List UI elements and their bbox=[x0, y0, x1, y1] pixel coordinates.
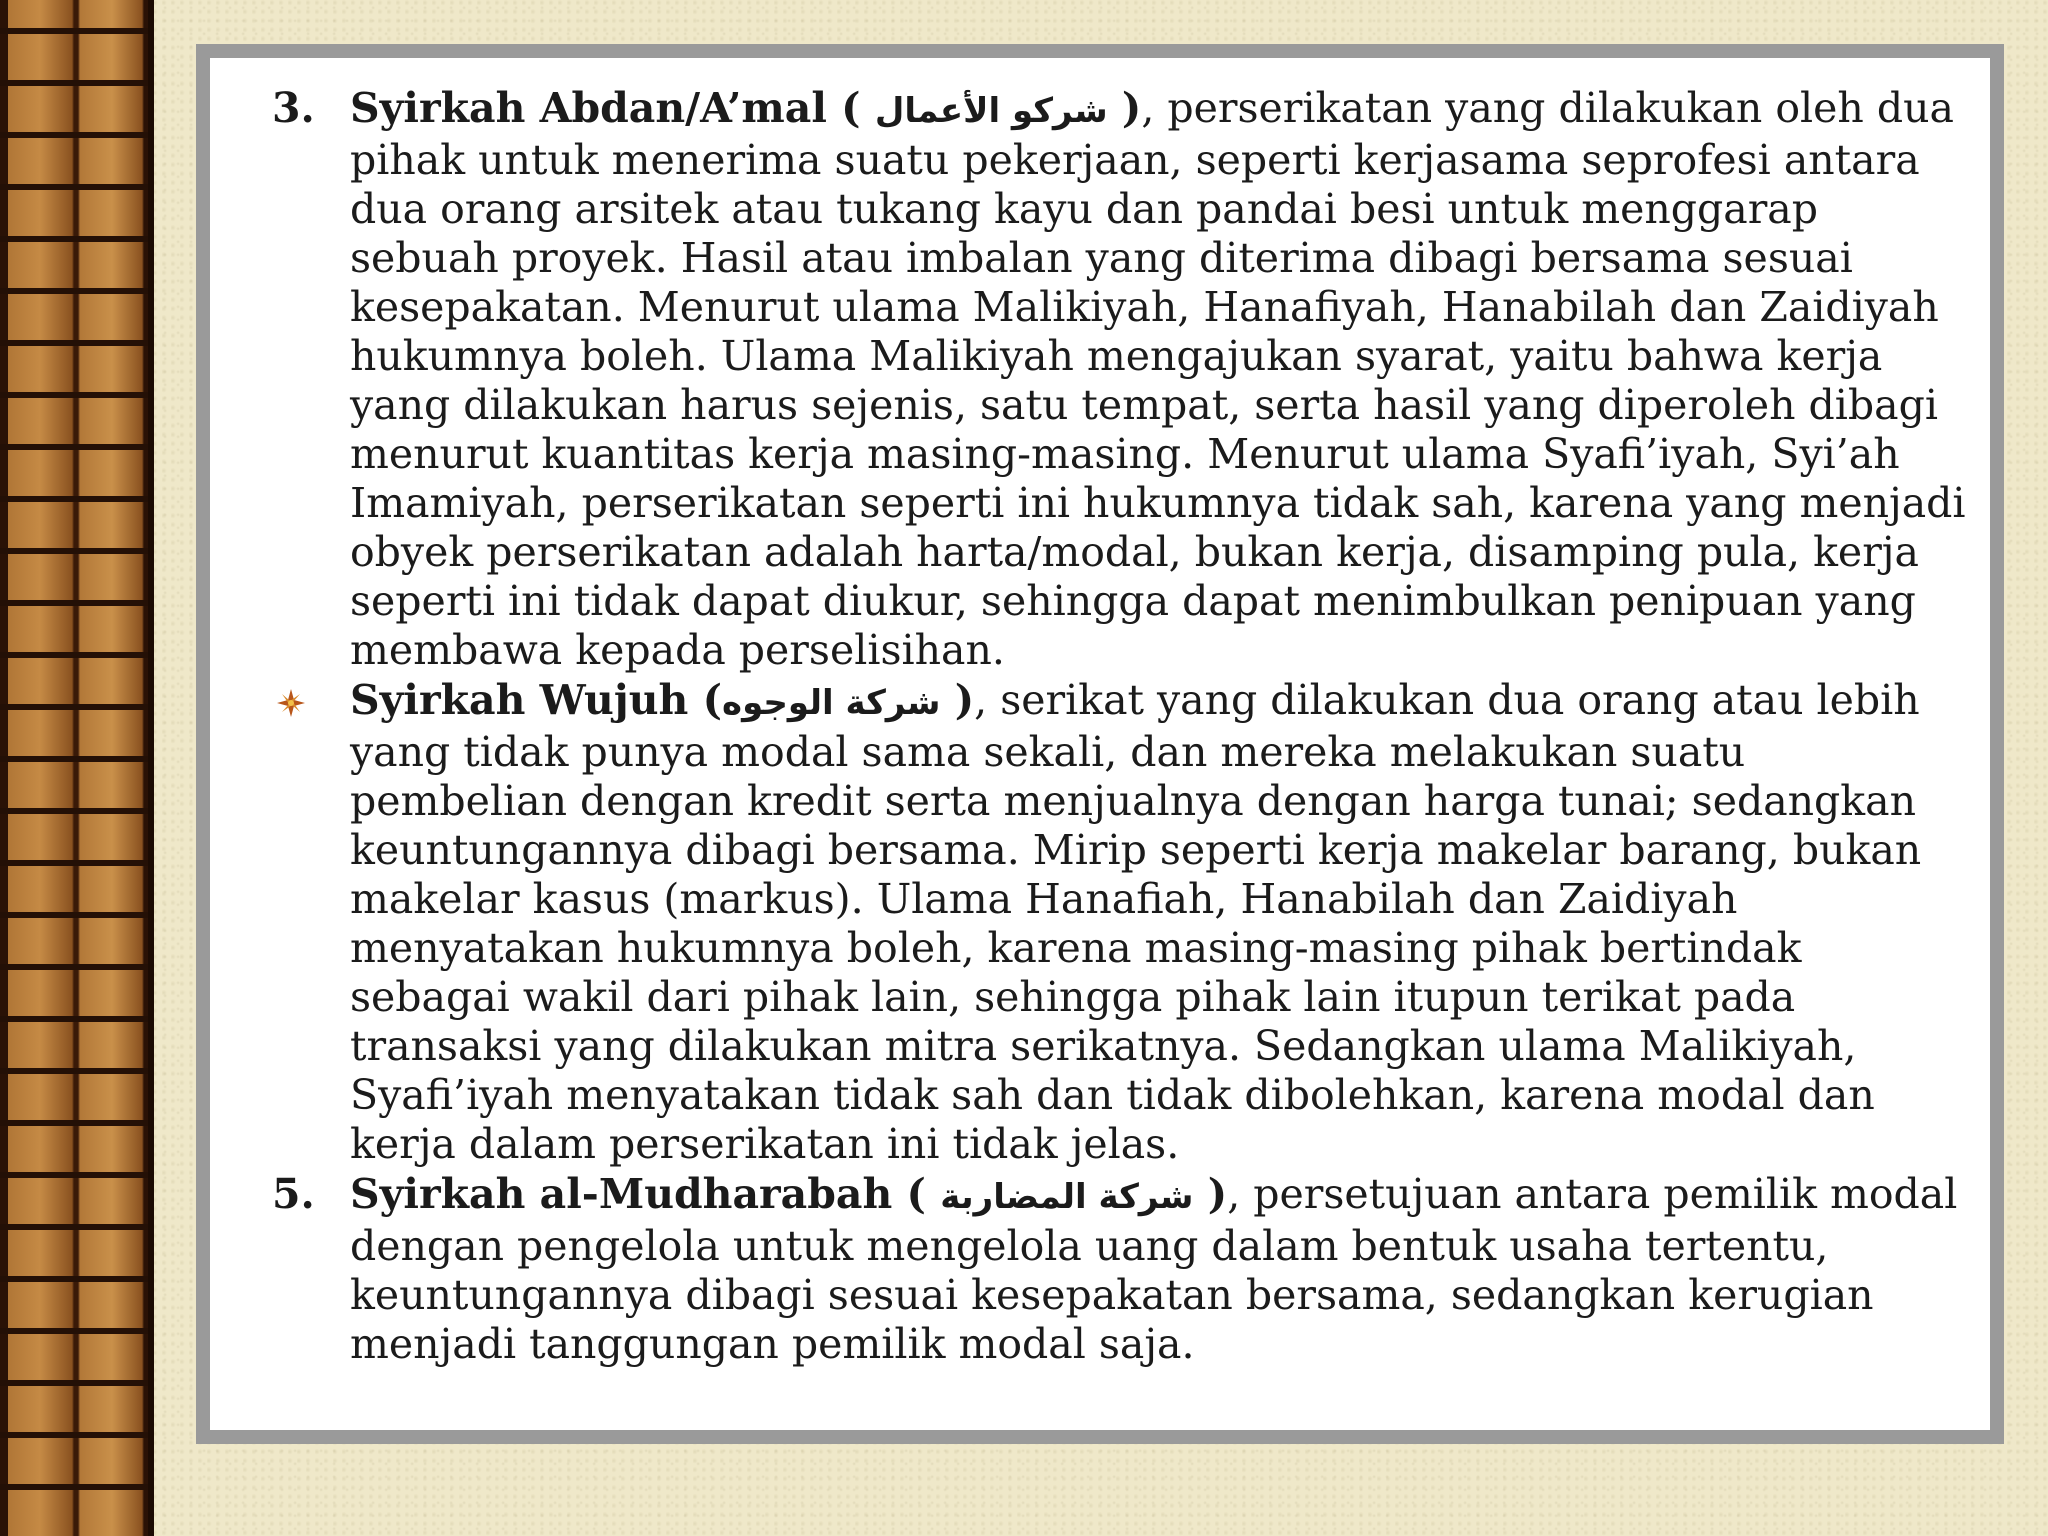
item-paragraph bbox=[350, 84, 1972, 675]
item-text: , perserikatan yang dilakukan oleh dua pihak untuk menerima suatu pekerjaan, seperti kerjasama seprofesi antara dua orang arsitek atau tukang kayu dan pandai besi untuk menggarap sebuah proyek. Hasil atau imbalan yang diterima dibagi bersama sesuai kesepakatan. Menurut ulama Malikiyah, Hanafiyah, Hanabilah dan Zaidiyah hukumnya boleh. Ulama Malikiyah mengajukan syarat, yaitu bahwa kerja yang dilakukan harus sejenis, satu tempat, serta hasil yang diperoleh dibagi menurut kuantitas kerja masing-masing. Menurut ulama Syafi’iyah, Syi’ah Imamiyah, perserikatan seperti ini hukumnya tidak sah, karena yang menjadi obyek perserikatan adalah harta/modal, bukan kerja, disamping pula, kerja seperti ini tidak dapat diukur, sehingga dapat menimbulkan penipuan yang membawa kepada perselisihan. bbox=[350, 84, 1966, 674]
item-title: Syirkah Abdan/A’mal bbox=[350, 84, 827, 132]
item-text: , persetujuan antara pemilik modal dengan pengelola untuk mengelola uang dalam bentuk usaha tertentu, keuntungannya dibagi sesuai kesepakatan bersama, sedangkan kerugian menjadi tanggungan pemilik modal saja. bbox=[350, 1170, 1958, 1368]
list-item bbox=[272, 676, 1972, 1169]
arabic-term: شركة الوجوه bbox=[722, 683, 941, 723]
item-title: Syirkah al-Mudharabah bbox=[350, 1170, 893, 1218]
paren-open: ( bbox=[826, 84, 875, 132]
decorative-wood-strip bbox=[0, 0, 152, 1536]
item-paragraph bbox=[350, 1170, 1972, 1369]
list-item bbox=[272, 1170, 1972, 1369]
star-bullet-icon bbox=[276, 688, 306, 718]
item-text: , serikat yang dilakukan dua orang atau lebih yang tidak punya modal sama sekali, dan mereka melakukan suatu pembelian dengan kredit serta menjualnya dengan harga tunai; sedangkan keuntungannya dibagi bersama. Mirip seperti kerja makelar barang, bukan makelar kasus (markus). Ulama Hanafiah, Hanabilah dan Zaidiyah menyatakan hukumnya boleh, karena masing-masing pihak bertindak sebagai wakil dari pihak lain, sehingga pihak lain itupun terikat pada transaksi yang dilakukan mitra serikatnya. Sedangkan ulama Malikiyah, Syafi’iyah menyatakan tidak sah dan tidak dibolehkan, karena modal dan kerja dalam perserikatan ini tidak jelas. bbox=[350, 676, 1922, 1168]
item-paragraph bbox=[350, 676, 1972, 1169]
paren-close: ) bbox=[1193, 1170, 1228, 1218]
list-item bbox=[272, 84, 1972, 675]
slide-content-frame bbox=[196, 44, 2004, 1444]
paren-close: ) bbox=[940, 676, 975, 724]
slide-body bbox=[272, 84, 1972, 1370]
arabic-term: شركة المضاربة bbox=[940, 1177, 1194, 1217]
paren-open: ( bbox=[688, 676, 722, 724]
paren-open: ( bbox=[892, 1170, 941, 1218]
list-number: 3. bbox=[272, 84, 315, 132]
paren-close: ) bbox=[1107, 84, 1142, 132]
item-title: Syirkah Wujuh bbox=[350, 676, 689, 724]
arabic-term: شركو الأعمال bbox=[874, 91, 1108, 131]
strip-divider bbox=[148, 0, 154, 1536]
list-number: 5. bbox=[272, 1170, 315, 1218]
